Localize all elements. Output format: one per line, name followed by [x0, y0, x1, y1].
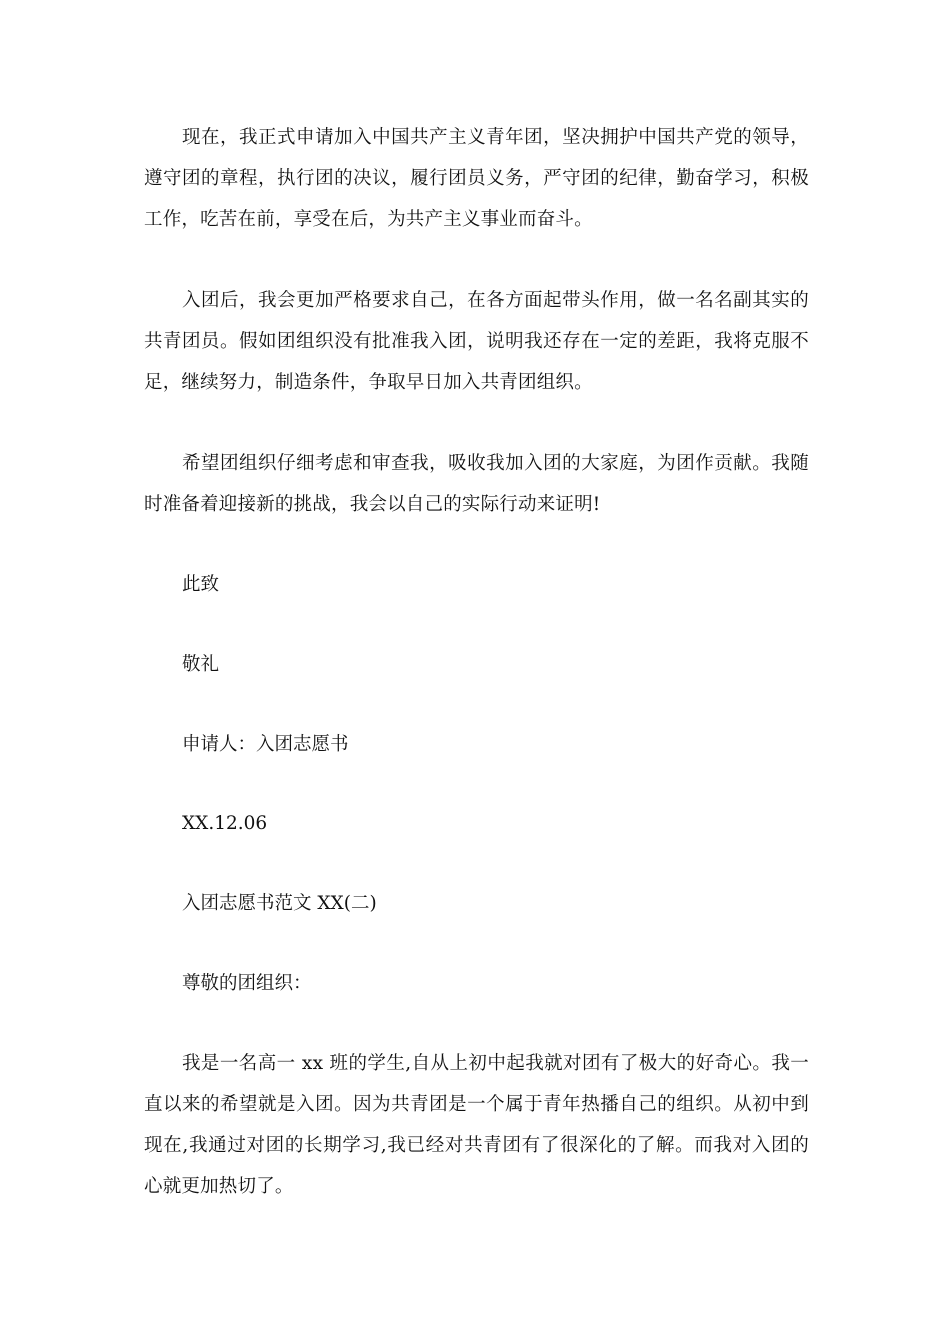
- paragraph-commitment: 入团后，我会更加严格要求自己，在各方面起带头作用，做一名名副其实的共青团员。假如团组织没有批准我入团，说明我还存在一定的差距，我将克服不足，继续努力，制造条件，争取早日加入共青团组织。: [144, 290, 809, 393]
- section-title: 入团志愿书范文 XX(二): [182, 893, 377, 914]
- greeting-line: 尊敬的团组织：: [182, 973, 312, 994]
- paragraph-hope: 希望团组织仔细考虑和审查我，吸收我加入团的大家庭，为团作贡献。我随时准备着迎接新的挑战，我会以自己的实际行动来证明!: [144, 453, 809, 515]
- date-line: XX.12.06: [182, 813, 268, 834]
- applicant-line: 申请人：入团志愿书: [182, 734, 349, 755]
- paragraph-application: 现在，我正式申请加入中国共产主义青年团，坚决拥护中国共产党的领导，遵守团的章程，执行团的决议，履行团员义务，严守团的纪律，勤奋学习，积极工作，吃苦在前，享受在后，为共产主义事业而奋斗。: [144, 127, 809, 230]
- closing-salutation: 此致: [182, 574, 220, 595]
- paragraph-introduction: 我是一名高一 xx 班的学生,自从上初中起我就对团有了极大的好奇心。我一直以来的希望就是入团。因为共青团是一个属于青年热播自己的组织。从初中到现在,我通过对团的长期学习,我已经对共青团有了很深化的了解。而我对入团的心就更加热切了。: [144, 1053, 809, 1197]
- closing-respect: 敬礼: [182, 654, 220, 675]
